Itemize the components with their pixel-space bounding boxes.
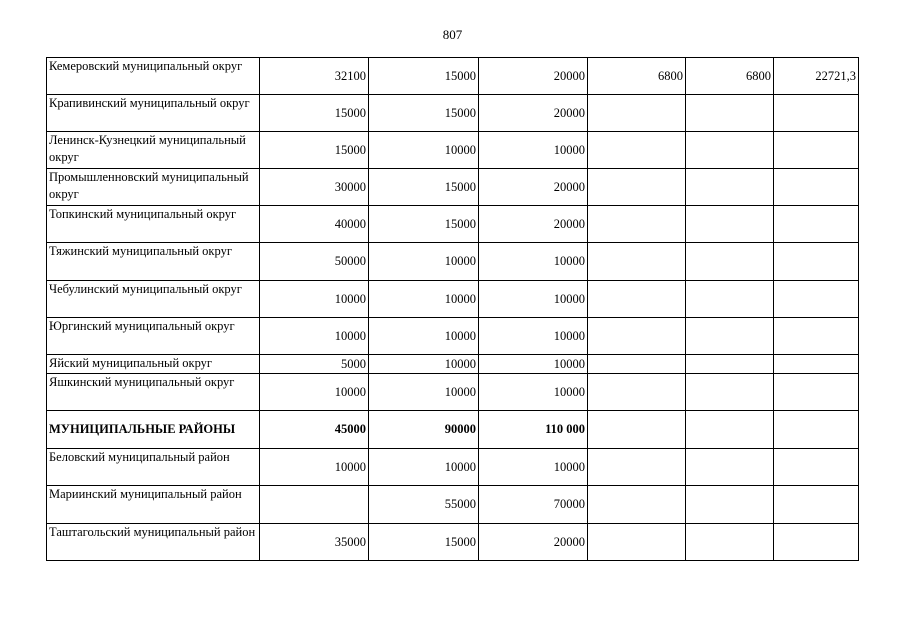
value-cell: 10000 [260,318,369,355]
value-cell: 20000 [479,206,588,243]
value-cell [774,132,859,169]
value-cell: 10000 [260,281,369,318]
value-cell: 15000 [369,169,479,206]
value-cell: 10000 [369,318,479,355]
value-cell: 15000 [260,132,369,169]
table-row [47,169,859,206]
value-cell [588,355,686,374]
value-cell [588,95,686,132]
value-cell [588,524,686,561]
table-row [47,58,859,95]
value-cell [686,95,774,132]
budget-table [46,57,859,561]
value-cell [774,318,859,355]
value-cell [588,206,686,243]
value-cell: 32100 [260,58,369,95]
row-name-cell: Чебулинский муниципальный округ [47,281,260,318]
value-cell: 10000 [479,318,588,355]
value-cell [686,449,774,486]
table-row [47,355,859,374]
value-cell: 10000 [369,132,479,169]
table-row [47,243,859,281]
value-cell [686,486,774,524]
value-cell: 55000 [369,486,479,524]
value-cell: 10000 [479,132,588,169]
table-row [47,132,859,169]
value-cell [774,524,859,561]
value-cell: 50000 [260,243,369,281]
section-header-row [47,411,859,449]
row-name-cell: Яйский муниципальный округ [47,355,260,374]
row-name-cell: Тяжинский муниципальный округ [47,243,260,281]
value-cell: 22721,3 [774,58,859,95]
value-cell [774,449,859,486]
value-cell [774,374,859,411]
value-cell: 10000 [260,374,369,411]
value-cell: 10000 [369,355,479,374]
value-cell [686,318,774,355]
value-cell [774,411,859,449]
table-row [47,95,859,132]
value-cell [774,243,859,281]
row-name-cell: Таштагольский муниципальный район [47,524,260,561]
table-row [47,486,859,524]
value-cell [774,486,859,524]
value-cell: 6800 [686,58,774,95]
value-cell [588,374,686,411]
value-cell [686,524,774,561]
page-number: 807 [442,27,463,42]
value-cell: 15000 [369,524,479,561]
row-name-cell: Кемеровский муниципальный округ [47,58,260,95]
value-cell [686,169,774,206]
row-name-cell: Мариинский муниципальный район [47,486,260,524]
value-cell [588,132,686,169]
value-cell: 10000 [369,374,479,411]
value-cell: 15000 [260,95,369,132]
row-name-cell: Топкинский муниципальный округ [47,206,260,243]
row-name-cell: Беловский муниципальный район [47,449,260,486]
value-cell: 10000 [479,449,588,486]
value-cell: 15000 [369,58,479,95]
table-row [47,206,859,243]
value-cell: 30000 [260,169,369,206]
value-cell: 90000 [369,411,479,449]
table-row [47,524,859,561]
value-cell [774,281,859,318]
value-cell [686,281,774,318]
row-name-cell: Ленинск-Кузнецкий муниципальный округ [47,132,260,169]
row-name-cell: Яшкинский муниципальный округ [47,374,260,411]
value-cell: 10000 [479,281,588,318]
value-cell [686,206,774,243]
value-cell: 110 000 [479,411,588,449]
value-cell [774,169,859,206]
value-cell: 20000 [479,524,588,561]
value-cell: 15000 [369,206,479,243]
value-cell: 5000 [260,355,369,374]
value-cell [588,169,686,206]
value-cell: 10000 [369,243,479,281]
value-cell: 45000 [260,411,369,449]
value-cell: 15000 [369,95,479,132]
value-cell: 35000 [260,524,369,561]
value-cell [686,411,774,449]
value-cell: 6800 [588,58,686,95]
value-cell: 40000 [260,206,369,243]
row-name-cell: Юргинский муниципальный округ [47,318,260,355]
value-cell [686,243,774,281]
value-cell: 70000 [479,486,588,524]
value-cell: 10000 [369,281,479,318]
value-cell [774,355,859,374]
value-cell: 20000 [479,95,588,132]
value-cell [260,486,369,524]
value-cell [588,318,686,355]
value-cell: 10000 [260,449,369,486]
value-cell [588,243,686,281]
value-cell: 10000 [479,355,588,374]
table-row [47,374,859,411]
value-cell: 10000 [369,449,479,486]
table-row [47,318,859,355]
value-cell [686,132,774,169]
section-title-cell: МУНИЦИПАЛЬНЫЕ РАЙОНЫ [47,411,260,449]
row-name-cell: Крапивинский муниципальный округ [47,95,260,132]
value-cell [588,411,686,449]
value-cell: 10000 [479,243,588,281]
value-cell [588,449,686,486]
value-cell [686,355,774,374]
value-cell: 20000 [479,58,588,95]
table-row [47,449,859,486]
value-cell [686,374,774,411]
table-row [47,281,859,318]
value-cell [588,486,686,524]
value-cell [588,281,686,318]
value-cell: 20000 [479,169,588,206]
row-name-cell: Промышленновский муниципальный округ [47,169,260,206]
value-cell [774,95,859,132]
value-cell [774,206,859,243]
value-cell: 10000 [479,374,588,411]
